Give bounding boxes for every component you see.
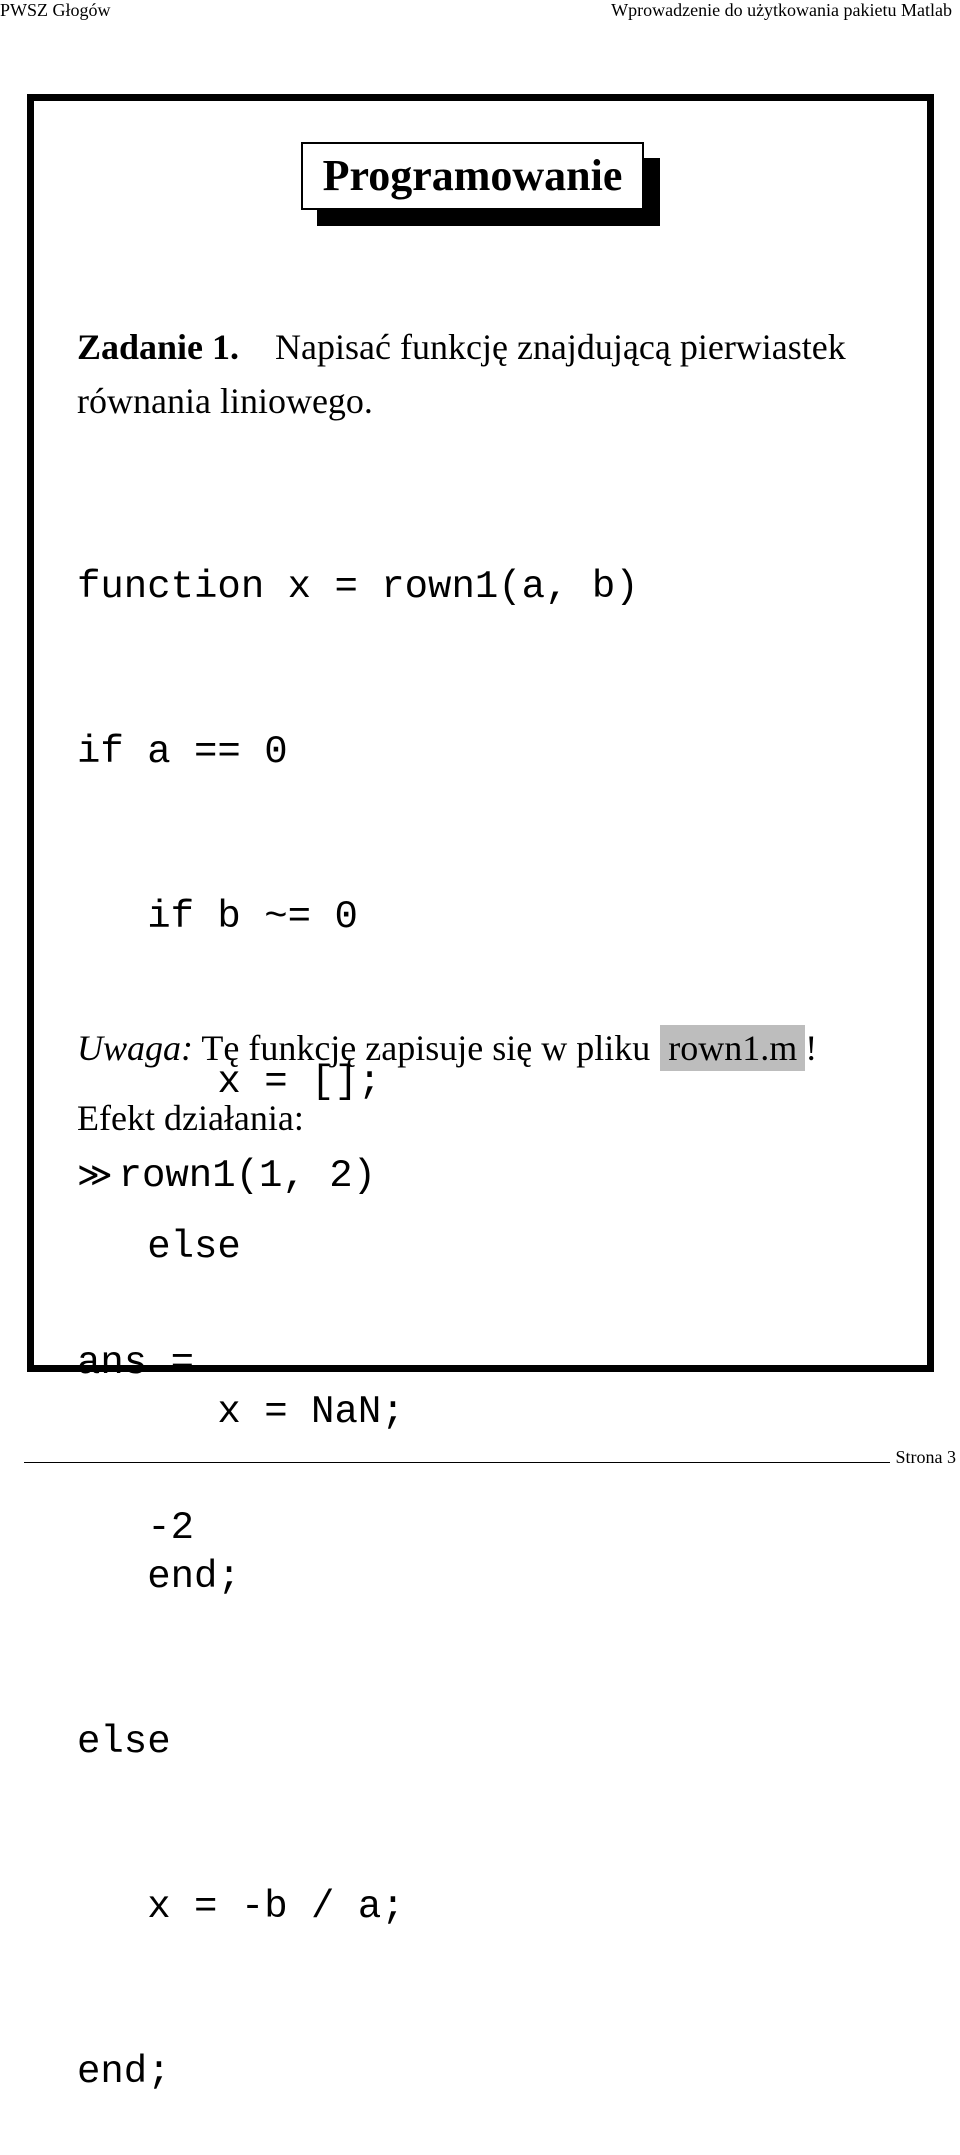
task-paragraph (77, 320, 877, 428)
effect-label: Efekt działania: (77, 1098, 304, 1138)
footer-rule (24, 1462, 890, 1463)
code-line: end; (77, 2050, 171, 2094)
note-label: Uwaga: (77, 1028, 193, 1068)
note-paragraph (77, 1024, 817, 1072)
command-line (77, 1148, 376, 1209)
task-label: Zadanie 1. (77, 327, 240, 367)
header-right: Wprowadzenie do użytkowania pakietu Matlab (611, 0, 952, 20)
filename-highlight: rown1.m (660, 1025, 805, 1071)
command-text: rown1(1, 2) (118, 1154, 377, 1198)
prompt-symbol: ≫ (77, 1155, 113, 1195)
code-line: x = -b / a; (77, 1885, 405, 1929)
header-left: PWSZ Głogów (0, 0, 111, 20)
command-output (77, 1226, 194, 1611)
slide-title: Programowanie (301, 142, 644, 210)
code-line: else (77, 1225, 241, 1269)
code-line: function x = rown1(a, b) (77, 565, 639, 609)
code-line: if a == 0 (77, 730, 288, 774)
code-line: end; (77, 1555, 241, 1599)
code-line: else (77, 1720, 171, 1764)
note-end: ! (805, 1028, 818, 1068)
output-line: ans = (77, 1341, 195, 1385)
code-line: if b ~= 0 (77, 895, 358, 939)
note-text: Tę funkcję zapisuje się w pliku (201, 1028, 651, 1068)
code-line: x = NaN; (77, 1390, 405, 1434)
page-number: Strona 3 (895, 1447, 956, 1467)
output-line: -2 (77, 1506, 195, 1550)
task-text: Napisać funkcję znajdującą pierwiastek równania liniowego. (77, 327, 846, 421)
code-line: x = []; (77, 1060, 382, 1104)
